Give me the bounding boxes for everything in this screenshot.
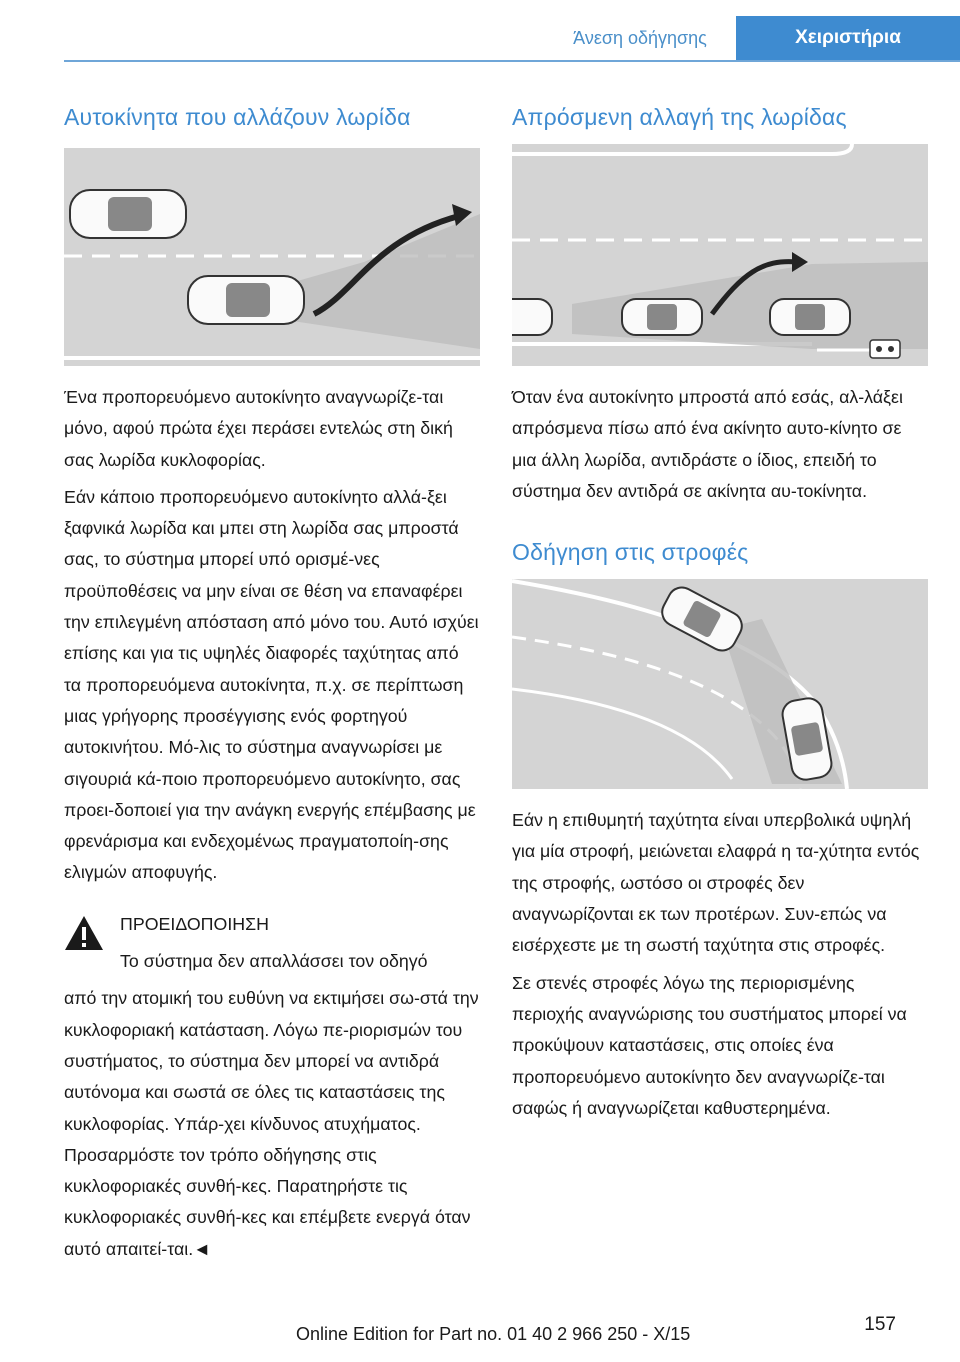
warning-triangle-icon — [64, 915, 104, 951]
car-icon — [622, 299, 702, 335]
paragraph: Ένα προπορευόμενο αυτοκίνητο αναγνωρίζε-ται μόνο, αφού πρώτα έχει περάσει εντελώς στη δική σας λωρίδα κυκλοφορίας. — [64, 387, 453, 470]
paragraph: Σε στενές στροφές λόγω της περιορισμένης περιοχής αναγνώρισης του συστήματος μπορεί να προκύψουν καταστάσεις, στις οποίες ένα προπορευόμενο αυτοκίνητο δεν αναγνωρίζε-ται σαφώς ή αναγνωρίζεται καθυστερημένα. — [512, 972, 907, 1118]
figure-unexpected-lane-change — [512, 144, 928, 366]
header-chapter-tab: Χειριστήρια — [736, 16, 960, 60]
header-rule — [64, 60, 960, 62]
heading-unexpected-lane-change: Απρόσμενη αλλαγή της λωρίδας — [512, 104, 847, 130]
warning-box — [64, 909, 480, 1265]
page-number: 157 — [864, 1314, 896, 1335]
car-icon — [512, 299, 552, 335]
car-icon — [70, 190, 186, 238]
left-column — [64, 96, 480, 1265]
heading-driving-in-curves: Οδήγηση στις στροφές — [512, 539, 749, 566]
footer-edition: Online Edition for Part no. 01 40 2 966 250 - X/15 — [296, 1324, 691, 1344]
car-icon — [188, 276, 304, 324]
header-section-title: Άνεση οδήγησης — [573, 28, 707, 48]
paragraph: Όταν ένα αυτοκίνητο μπροστά από εσάς, αλ-λάξει απρόσμενα πίσω από ένα ακίνητο αυτο-κίνητο σε μια άλλη λωρίδα, αντιδράστε ο ίδιος, επειδή το σύστημα δεν αντιδρά σε ακίνητα αυ-τοκίνητα. — [512, 387, 903, 501]
figure-curve — [512, 579, 928, 789]
car-icon — [770, 299, 850, 335]
figure-lane-change — [64, 144, 480, 366]
page-header — [0, 16, 960, 60]
right-column — [512, 96, 928, 1124]
paragraph: Εάν η επιθυμητή ταχύτητα είναι υπερβολικά υψηλή για μία στροφή, μειώνεται ελαφρά η τα-χύτητα εντός της στροφής, ωστόσο οι στροφές δεν αναγνωρίζονται εκ των προτέρων. Συν-επώς να εισέρχεστε με τη σωστή ταχύτητα στις στροφές. — [512, 810, 920, 956]
warning-lead: Το σύστημα δεν απαλλάσσει τον οδηγό — [120, 951, 428, 972]
warning-body: από την ατομική του ευθύνη να εκτιμήσει σω-στά την κυκλοφοριακή κατάσταση. Λόγω πε-ριορισμών του συστήματος, το σύστημα δεν μπορεί να αντιδρά αυτόνομα και σωστά σε όλες τις καταστάσεις της κυκλοφορίας. Υπάρ-χει κίνδυνος ατυχήματος. Προσαρμόστε τον τρόπο οδήγησης στις κυκλοφοριακές συνθή-κες. Παρατηρήστε τις κυκλοφοριακές συνθή-κες και επέμβετε ενεργά όταν αυτό απαιτεί-ται.◄ — [64, 988, 479, 1259]
warning-title: ΠΡΟΕΙΔΟΠΟΙΗΣΗ — [120, 913, 269, 934]
paragraph: Εάν κάποιο προπορευόμενο αυτοκίνητο αλλά-ξει ξαφνικά λωρίδα και μπει στη λωρίδα σας μπροστά σας, το σύστημα μπορεί υπό ορισμέ-νες προϋποθέσεις να μην είναι σε θέση να επαναφέρει την επιλεγμένη απόσταση από μόνο του. Αυτό ισχύει επίσης και για τις υψηλές διαφορές ταχύτητας από τα προπορευόμενα αυτοκίνητα, π.χ. σε περίπτωση μιας γρήγορης προσέγγισης ενός φορτηγού αυτοκινήτου. Μό-λις το σύστημα αναγνωρίσει με σιγουριά κά-ποιο προπορευόμενο αυτοκίνητο, σας προει-δοποιεί για την ανάγκη ενεργής επέμβασης με φρενάρισμα και ενδεχομένως πραγματοποίη-σης ελιγμών αποφυγής. — [64, 486, 479, 883]
heading-lane-changing-cars: Αυτοκίνητα που αλλάζουν λωρίδα — [64, 104, 411, 130]
